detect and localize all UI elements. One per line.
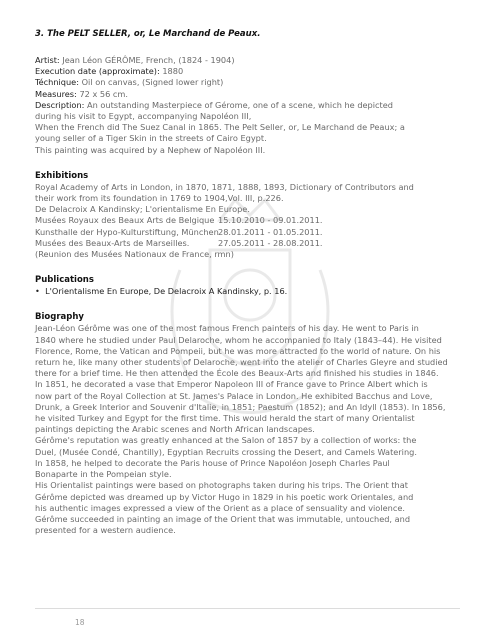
biography-line: Duel, (Musée Condé, Chantilly), Egyptian Recruits crossing the Desert, and Camels Watering. (35, 446, 417, 457)
biography-line: paintings depicting the Arabic scenes and North African landscapes. (35, 424, 315, 435)
bullet-icon: • (35, 286, 40, 297)
biography-body (35, 323, 465, 536)
field-value: Jean Léon GÉRÔME, French, (1824 - 1904) (62, 55, 235, 65)
description-label: Description: (35, 99, 87, 110)
biography-line: In 1858, he helped to decorate the Paris house of Prince Napoléon Joseph Charles Paul (35, 457, 390, 468)
biography-line: presented for a western audience. (35, 525, 176, 536)
description-text: An outstanding Masterpiece of Gérome, one of a scene, which he depicted (87, 99, 393, 110)
biography-line: there for a brief time. He then attended the École des Beaux-Arts and finished his studies in 1846. (35, 368, 439, 379)
exhibitions-line: their work from its foundation in 1769 to 1904,Vol. III, p.226. (35, 193, 284, 204)
biography-line: Florence, Rome, the Vatican and Pompeii, but he was more attracted to the world of nature. On his (35, 345, 441, 356)
description-line: young seller of a Tiger Skin in the streets of Cairo Egypt. (35, 133, 267, 144)
exhibitions-note: (Reunion des Musées Nationaux de France, rmn) (35, 249, 234, 260)
description-line: during his visit to Egypt, accompanying Napoléon III, (35, 111, 252, 122)
field-label: Artist: (35, 55, 63, 65)
venue-dates: 27.05.2011 - 28.08.2011. (218, 237, 323, 248)
field-label: Téchnique: (35, 77, 82, 88)
publication-text: L'Orientalisme En Europe, De Delacroix A Kandinsky, p. 16. (45, 286, 288, 297)
biography-heading: Biography (35, 312, 84, 323)
field-value: 1880 (162, 66, 184, 77)
field-label: Measures: (35, 88, 80, 99)
exhibitions-line: Royal Academy of Arts in London, in 1870, 1871, 1888, 1893, Dictionary of Contributors and (35, 181, 414, 192)
biography-line: Bonaparte in the Pompeian style. (35, 469, 172, 480)
venue-name: Musées des Beaux-Arts de Marseilles. (35, 237, 190, 248)
field-value: 72 x 56 cm. (79, 88, 129, 99)
page-number: 18 (75, 618, 85, 627)
biography-line: In 1851, he decorated a vase that Emperor Napoleon III of France gave to Prince Albert which is (35, 379, 428, 390)
biography-line: his authentic images expressed a view of the Orient as a place of sensuality and violence. (35, 502, 405, 513)
exhibition-venue-row (35, 215, 465, 226)
biography-line: he visited Turkey and Egypt for the first time. This would herald the start of many Orientalist (35, 413, 415, 424)
artwork-title: 3. The PELT SELLER, or, Le Marchand de Peaux. (35, 29, 261, 39)
exhibitions-line: De Delacroix A Kandinsky; L'orientalisme En Europe. (35, 204, 250, 215)
description-line: This painting was acquired by a Nephew of Napoléon III. (35, 144, 266, 155)
artist-field (35, 55, 465, 66)
biography-line: Gérôme's reputation was greatly enhanced at the Salon of 1857 by a collection of works: the (35, 435, 417, 446)
publication-item (35, 286, 465, 297)
publications-heading: Publications (35, 275, 94, 286)
measures-field (35, 89, 465, 100)
biography-line: 1840 where he studied under Paul Delaroche, whom he accompanied to Italy (1843–44). He visited (35, 334, 442, 345)
biography-line: Drunk, a Greek Interior and Souvenir d'Italie, in 1851; Paestum (1852); and An Idyll (1853). In 1856, (35, 401, 446, 412)
description-line: When the French did The Suez Canal in 1865. The Pelt Seller, or, Le Marchand de Peaux; a (35, 122, 405, 133)
biography-line: His Orientalist paintings were based on photographs taken during his trips. The Orient that (35, 480, 408, 491)
field-value: Oil on canvas, (Signed lower right) (81, 77, 224, 88)
description-line (35, 100, 465, 111)
biography-line: Jean-Léon Gérôme was one of the most famous French painters of his day. He went to Paris in (35, 323, 419, 334)
venue-name: Musées Royaux des Beaux Arts de Belgique (35, 215, 215, 226)
venue-dates: 15.10.2010 - 09.01.2011. (218, 215, 323, 226)
venue-dates: 28.01.2011 - 01.05.2011. (218, 226, 323, 237)
biography-line: Gérôme succeeded in painting an image of the Orient that was immutable, untouched, and (35, 513, 411, 524)
execution-date-field (35, 66, 465, 77)
exhibition-venue-row (35, 238, 465, 249)
exhibition-venue-row (35, 227, 465, 238)
exhibitions-heading: Exhibitions (35, 170, 89, 181)
biography-line: Gérôme depicted was dreamed up by Victor Hugo in 1829 in his poetic work Orientales, and (35, 491, 414, 502)
biography-line: return he, like many other students of Delaroche, went into the atelier of Charles Gleyre and studied (35, 357, 448, 368)
technique-field (35, 77, 465, 88)
venue-name: Kunsthalle der Hypo-Kulturstiftung, München (35, 226, 219, 237)
footer-divider (35, 608, 460, 609)
biography-line: now part of the Royal Collection at St. James's Palace in London. He exhibited Bacchus and Love, (35, 390, 433, 401)
field-label: Execution date (approximate): (35, 66, 163, 77)
